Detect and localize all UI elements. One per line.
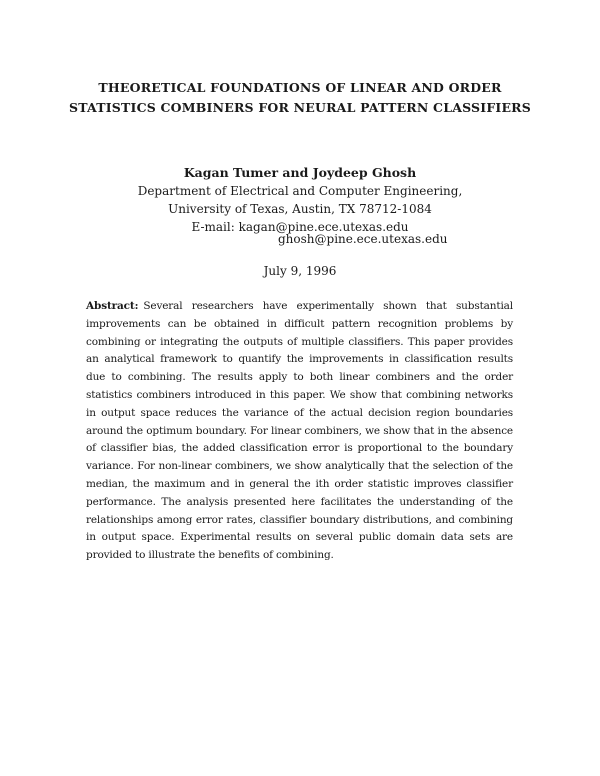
- affiliation-block: [0, 182, 600, 236]
- author-names: Kagan Tumer and Joydeep Ghosh: [183, 165, 417, 180]
- paper-title: [60, 78, 540, 118]
- title-line-2: STATISTICS COMBINERS FOR NEURAL PATTERN CLASSIFIERS: [69, 100, 531, 115]
- paper-date: July 9, 1996: [263, 264, 337, 278]
- affiliation-department: Department of Electrical and Computer Engineering,: [137, 184, 463, 198]
- affiliation-email-second: ghosh@pine.ece.utexas.edu: [278, 232, 448, 246]
- affiliation-email: E-mail: kagan@pine.ece.utexas.edu: [191, 220, 409, 234]
- abstract-label: Abstract:: [86, 300, 139, 312]
- abstract-text: Several researchers have experimentally shown that substantial improvements can be obtained in difficult pattern recognition problems by combining or integrating the outputs of multiple classifiers. This paper provides an analytical framework to quantify the improvements in classification results due to combining. The results apply to both linear combiners and the order statistics combiners introduced in this paper. We show that combining networks in output space reduces the variance of the actual decision region boundaries around the optimum boundary. For linear combiners, we show that in the absence of classifier bias, the added classification error is proportional to the boundary variance. For non-linear combiners, we show analytically that the selection of the median, the maximum and in general the ith order statistic improves classifier performance. The analysis presented here facilitates the understanding of the relationships among error rates, classifier boundary distributions, and combining in output space. Experimental results on several public domain data sets are provided to illustrate the benefits of combining.: [86, 300, 513, 562]
- affiliation-address: University of Texas, Austin, TX 78712-1084: [168, 202, 432, 216]
- title-line-1: THEORETICAL FOUNDATIONS OF LINEAR AND ORDER: [98, 80, 502, 95]
- abstract: [86, 298, 513, 565]
